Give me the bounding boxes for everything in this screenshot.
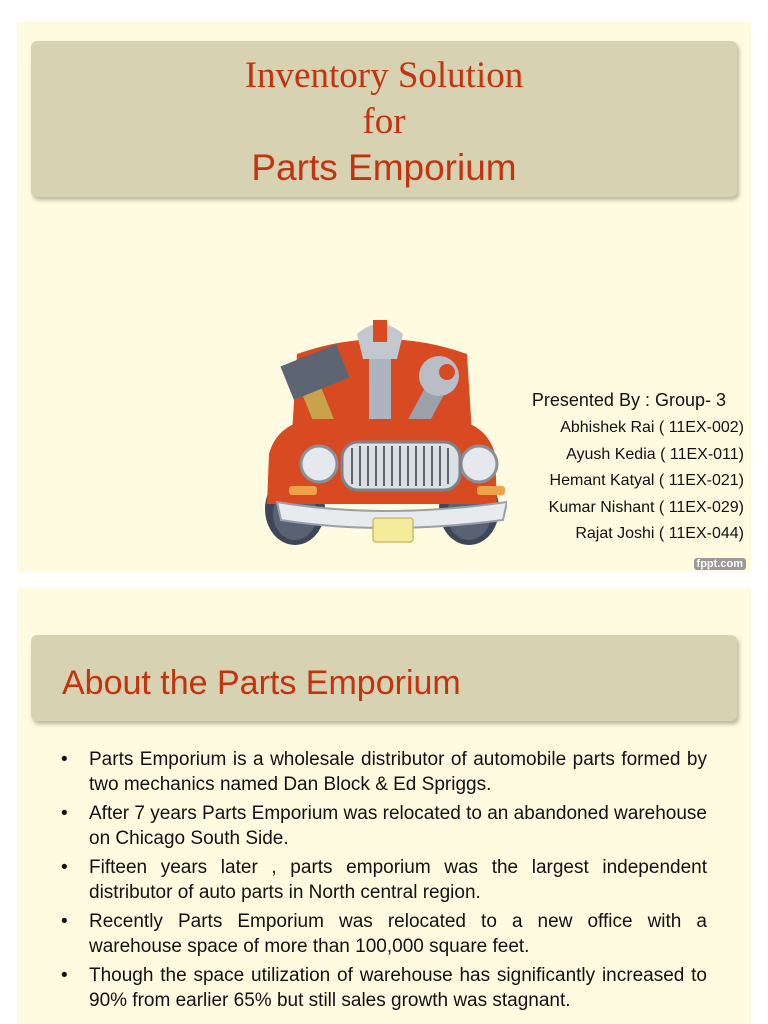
bullet-item: • Fifteen years later , parts emporium was the largest independent distributor of auto parts in North central region. [61, 856, 707, 905]
title-slide [17, 22, 751, 572]
member-1: Abhishek Rai ( 11EX-002) [560, 419, 744, 436]
member-4: Kumar Nishant ( 11EX-029) [548, 498, 744, 516]
about-title: About the Parts Emporium [62, 664, 461, 702]
title-banner [31, 41, 737, 197]
title-line-3: Parts Emporium [251, 147, 517, 188]
bullet-item: • After 7 years Parts Emporium was relocated to an abandoned warehouse on Chicago South Side. [61, 802, 707, 851]
fppt-watermark: fppt.com [694, 558, 746, 570]
car-with-tools-illustration [257, 314, 507, 554]
about-title-banner [31, 635, 737, 721]
member-5: Rajat Joshi ( 11EX-044) [575, 525, 744, 542]
presented-by-heading: Presented By : Group- 3 [531, 390, 726, 410]
title-line-2: for [362, 101, 406, 142]
presenters-block [532, 390, 744, 548]
bullet-item: • Recently Parts Emporium was relocated to a new office with a warehouse space of more than 100,000 square feet. [61, 910, 707, 959]
member-3: Hemant Katyal ( 11EX-021) [549, 472, 744, 489]
about-bullet-list [61, 748, 707, 1018]
about-slide [17, 588, 751, 1024]
bullet-item: • Though the space utilization of warehouse has significantly increased to 90% from earlier 65% but still sales growth was stagnant. [61, 964, 707, 1013]
member-2: Ayush Kedia ( 11EX-011) [566, 445, 744, 463]
title-line-1: Inventory Solution [244, 55, 524, 96]
bullet-item: • Parts Emporium is a wholesale distributor of automobile parts formed by two mechanics named Dan Block & Ed Spriggs. [61, 748, 707, 797]
